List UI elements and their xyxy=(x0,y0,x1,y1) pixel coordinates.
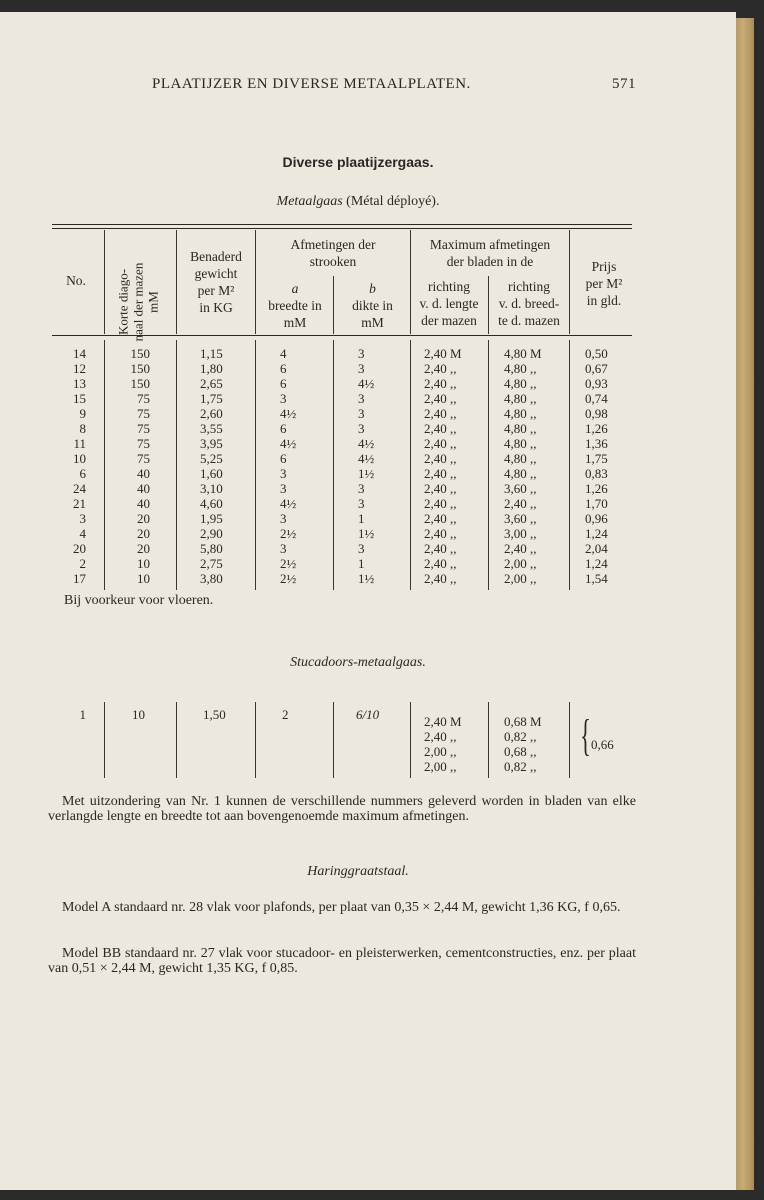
brace: { xyxy=(580,711,591,760)
header-line: Korte diago- xyxy=(115,268,131,336)
cell-a: 3 xyxy=(280,541,287,556)
cell-b: 3 xyxy=(358,346,365,361)
cell-lengte: 2,40 ,, xyxy=(424,511,457,526)
cell-lengte: 2,40 ,, xyxy=(424,376,457,391)
header-line: per M² xyxy=(197,283,235,298)
cell-gewicht: 1,95 xyxy=(200,511,223,526)
cell-a: 6 xyxy=(280,451,287,466)
cell-lengte: 2,40 ,, xyxy=(424,571,457,586)
cell-b: 3 xyxy=(358,481,365,496)
table-row xyxy=(0,346,736,361)
cell-korte: 75 xyxy=(137,451,150,466)
header-maximum xyxy=(410,236,570,270)
book-edge xyxy=(736,18,754,1190)
header-line: per M² xyxy=(585,276,623,291)
cell-korte: 40 xyxy=(137,481,150,496)
section-heading-haringgraat: Haringgraatstaal. xyxy=(307,864,409,879)
cell-no: 3 xyxy=(79,511,86,526)
cell-gewicht: 5,25 xyxy=(200,451,223,466)
cell-gewicht: 3,95 xyxy=(200,436,223,451)
cell-b: 6/10 xyxy=(356,707,380,722)
col-divider xyxy=(255,230,256,334)
cell-lengte: 2,40 ,, xyxy=(424,466,457,481)
cell-b: 3 xyxy=(358,421,365,436)
cell-prijs: 1,24 xyxy=(585,556,608,571)
cell-a: 2½ xyxy=(280,556,297,571)
cell-korte: 150 xyxy=(130,346,150,361)
header-line: Afmetingen der xyxy=(290,237,376,252)
cell-no: 20 xyxy=(73,541,86,556)
header-korte-diagonaal xyxy=(116,247,161,357)
cell-no: 6 xyxy=(79,466,86,481)
cell-b: 3 xyxy=(358,541,365,556)
header-line: dikte in xyxy=(352,298,393,313)
header-line: v. d. lengte xyxy=(419,296,479,311)
cell-b: 3 xyxy=(358,361,365,376)
cell-gewicht: 2,60 xyxy=(200,406,223,421)
cell-gewicht: 2,90 xyxy=(200,526,223,541)
cell-b: 1½ xyxy=(358,466,375,481)
stuc-subrow xyxy=(0,714,736,729)
cell-korte: 75 xyxy=(137,421,150,436)
cell-gewicht: 3,10 xyxy=(200,481,223,496)
header-line: richting xyxy=(508,279,550,294)
cell-gewicht: 1,50 xyxy=(203,707,226,722)
cell-prijs: 0,98 xyxy=(585,406,608,421)
cell-prijs: 0,74 xyxy=(585,391,608,406)
cell-no: 13 xyxy=(73,376,86,391)
cell-gewicht: 2,65 xyxy=(200,376,223,391)
cell-no: 24 xyxy=(73,481,86,496)
cell-no: 12 xyxy=(73,361,86,376)
table-row xyxy=(0,466,736,481)
cell-korte: 20 xyxy=(137,541,150,556)
header-line: naal der mazen xyxy=(130,262,146,342)
cell-korte: 150 xyxy=(130,361,150,376)
cell-breedte: 4,80 ,, xyxy=(504,391,537,406)
cell-a: 2½ xyxy=(280,571,297,586)
paragraph-model-a: Model A standaard nr. 28 vlak voor plafonds, per plaat van 0,35 × 2,44 M, gewicht 1,36 KG, f 0,65. xyxy=(62,900,621,915)
cell-prijs: 1,36 xyxy=(585,436,608,451)
table-row xyxy=(0,361,736,376)
cell-breedte: 4,80 ,, xyxy=(504,361,537,376)
header-line: breedte in xyxy=(268,298,322,313)
table-row xyxy=(0,481,736,496)
cell-korte: 20 xyxy=(137,526,150,541)
cell-breedte: 2,00 ,, xyxy=(504,556,537,571)
header-line: mM xyxy=(283,315,307,330)
cell-gewicht: 1,60 xyxy=(200,466,223,481)
cell-no: 2 xyxy=(79,556,86,571)
cell-prijs: 0,66 xyxy=(591,737,614,752)
cell-a: 6 xyxy=(280,361,287,376)
header-prijs xyxy=(573,258,635,309)
col-divider xyxy=(104,230,105,334)
header-line: te d. mazen xyxy=(498,313,560,328)
table-row xyxy=(0,571,736,586)
cell-a: 6 xyxy=(280,421,287,436)
cell-gewicht: 2,75 xyxy=(200,556,223,571)
cell-breedte: 2,40 ,, xyxy=(504,496,537,511)
cell-korte: 20 xyxy=(137,511,150,526)
table-row xyxy=(0,526,736,541)
cell-lengte: 2,40 ,, xyxy=(424,496,457,511)
header-max-breedte xyxy=(489,278,569,329)
cell-no: 8 xyxy=(79,421,86,436)
table-row xyxy=(0,511,736,526)
table-row xyxy=(0,376,736,391)
cell-breedte: 4,80 ,, xyxy=(504,436,537,451)
cell-lengte: 2,40 ,, xyxy=(424,526,457,541)
header-afm-a xyxy=(257,280,333,331)
cell-breedte: 4,80 ,, xyxy=(504,406,537,421)
table-row xyxy=(0,406,736,421)
cell-no: 17 xyxy=(73,571,86,586)
cell-gewicht: 1,75 xyxy=(200,391,223,406)
book-page xyxy=(0,12,736,1190)
header-line: gewicht xyxy=(194,266,238,281)
cell-b: 1½ xyxy=(358,526,375,541)
cell-lengte: 2,40 ,, xyxy=(424,451,457,466)
header-line: b xyxy=(369,281,376,296)
cell-breedte: 3,00 ,, xyxy=(504,526,537,541)
cell-b: 3 xyxy=(358,391,365,406)
cell-lengte: 2,00 ,, xyxy=(424,744,457,759)
cell-breedte: 3,60 ,, xyxy=(504,511,537,526)
section-heading-metaalgaas xyxy=(0,194,716,210)
cell-gewicht: 3,55 xyxy=(200,421,223,436)
cell-lengte: 2,00 ,, xyxy=(424,759,457,774)
cell-prijs: 0,67 xyxy=(585,361,608,376)
cell-gewicht: 4,60 xyxy=(200,496,223,511)
cell-no: 21 xyxy=(73,496,86,511)
cell-prijs: 2,04 xyxy=(585,541,608,556)
cell-gewicht: 3,80 xyxy=(200,571,223,586)
cell-prijs: 0,96 xyxy=(585,511,608,526)
cell-a: 3 xyxy=(280,466,287,481)
cell-a: 3 xyxy=(280,481,287,496)
cell-lengte: 2,40 ,, xyxy=(424,421,457,436)
cell-breedte: 4,80 ,, xyxy=(504,376,537,391)
cell-a: 3 xyxy=(280,511,287,526)
cell-lengte: 2,40 ,, xyxy=(424,391,457,406)
cell-breedte: 2,40 ,, xyxy=(504,541,537,556)
header-line: v. d. breed- xyxy=(498,296,560,311)
cell-korte: 40 xyxy=(137,466,150,481)
cell-lengte: 2,40 ,, xyxy=(424,481,457,496)
cell-korte: 10 xyxy=(137,556,150,571)
cell-b: 3 xyxy=(358,496,365,511)
cell-lengte: 2,40 ,, xyxy=(424,361,457,376)
cell-lengte: 2,40 ,, xyxy=(424,541,457,556)
cell-gewicht: 5,80 xyxy=(200,541,223,556)
cell-breedte: 3,60 ,, xyxy=(504,481,537,496)
cell-breedte: 0,68 M xyxy=(504,714,542,729)
header-line: der bladen in de xyxy=(446,254,534,269)
cell-b: 4½ xyxy=(358,376,375,391)
cell-a: 3 xyxy=(280,391,287,406)
cell-prijs: 1,24 xyxy=(585,526,608,541)
cell-a: 2½ xyxy=(280,526,297,541)
cell-korte: 10 xyxy=(137,571,150,586)
header-line: strooken xyxy=(309,254,357,269)
stuc-subrow xyxy=(0,759,736,774)
cell-a: 6 xyxy=(280,376,287,391)
cell-prijs: 1,26 xyxy=(585,481,608,496)
footnote-vloeren: Bij voorkeur voor vloeren. xyxy=(64,593,214,608)
cell-korte: 150 xyxy=(130,376,150,391)
cell-no: 9 xyxy=(79,406,86,421)
cell-korte: 75 xyxy=(137,391,150,406)
table-top-rule-thin xyxy=(52,228,632,229)
header-line: der mazen xyxy=(421,313,477,328)
cell-korte: 75 xyxy=(137,406,150,421)
cell-prijs: 0,83 xyxy=(585,466,608,481)
cell-korte: 40 xyxy=(137,496,150,511)
col-divider xyxy=(176,230,177,334)
cell-a: 4½ xyxy=(280,406,297,421)
stuc-prijs-row xyxy=(0,737,736,752)
cell-korte: 10 xyxy=(132,707,145,722)
cell-b: 4½ xyxy=(358,451,375,466)
cell-no: 11 xyxy=(73,436,86,451)
table-row xyxy=(0,436,736,451)
cell-prijs: 1,70 xyxy=(585,496,608,511)
cell-breedte: 4,80 M xyxy=(504,346,542,361)
cell-breedte: 4,80 ,, xyxy=(504,451,537,466)
page-title: Diverse plaatijzergaas. xyxy=(282,154,434,170)
table-top-rule xyxy=(52,224,632,225)
header-line: Prijs xyxy=(591,259,617,274)
section-suffix: (Métal déployé). xyxy=(342,194,440,209)
cell-lengte: 2,40 ,, xyxy=(424,406,457,421)
section-heading-stucadoors: Stucadoors-metaalgaas. xyxy=(290,655,426,670)
header-no: No. xyxy=(66,273,86,288)
table-row xyxy=(0,496,736,511)
cell-lengte: 2,40 ,, xyxy=(424,556,457,571)
header-line: mM xyxy=(361,315,384,330)
cell-prijs: 0,93 xyxy=(585,376,608,391)
cell-b: 1 xyxy=(358,511,365,526)
header-max-lengte xyxy=(410,278,488,329)
cell-gewicht: 1,80 xyxy=(200,361,223,376)
cell-prijs: 1,54 xyxy=(585,571,608,586)
cell-korte: 75 xyxy=(137,436,150,451)
cell-b: 4½ xyxy=(358,436,375,451)
cell-a: 4 xyxy=(280,346,287,361)
cell-no: 10 xyxy=(73,451,86,466)
cell-lengte: 2,40 M xyxy=(424,714,462,729)
header-line: mM xyxy=(145,291,161,313)
cell-lengte: 2,40 ,, xyxy=(424,729,457,744)
cell-no: 4 xyxy=(79,526,86,541)
page-number: 571 xyxy=(612,76,636,92)
cell-breedte: 4,80 ,, xyxy=(504,466,537,481)
header-line: Maximum afmetingen xyxy=(429,237,551,252)
cell-no: 14 xyxy=(73,346,86,361)
cell-prijs: 1,75 xyxy=(585,451,608,466)
cell-no: 15 xyxy=(73,391,86,406)
cell-breedte: 0,82 ,, xyxy=(504,759,537,774)
header-line: in gld. xyxy=(586,293,622,308)
cell-breedte: 4,80 ,, xyxy=(504,421,537,436)
running-title: PLAATIJZER EN DIVERSE METAALPLATEN. xyxy=(152,76,471,92)
header-gewicht xyxy=(178,248,254,316)
paragraph-model-bb: Model BB standaard nr. 27 vlak voor stucadoor- en pleisterwerken, cementconstructies, enz. per plaat van 0,51 × 2,44 M, gewicht 1,35 KG, f 0,85. xyxy=(48,946,636,976)
cell-no: 1 xyxy=(79,707,86,722)
cell-a: 4½ xyxy=(280,496,297,511)
cell-breedte: 2,00 ,, xyxy=(504,571,537,586)
cell-breedte: 0,82 ,, xyxy=(504,729,537,744)
header-line: in KG xyxy=(199,300,233,315)
header-afmetingen xyxy=(257,236,409,270)
table-row xyxy=(0,391,736,406)
header-line: a xyxy=(291,281,299,296)
header-line: richting xyxy=(428,279,470,294)
header-afm-b xyxy=(335,280,410,331)
cell-b: 3 xyxy=(358,406,365,421)
cell-breedte: 0,68 ,, xyxy=(504,744,537,759)
col-divider xyxy=(333,276,334,334)
cell-a: 2 xyxy=(282,707,289,722)
cell-lengte: 2,40 M xyxy=(424,346,462,361)
table-row xyxy=(0,451,736,466)
header-line: Benaderd xyxy=(190,249,242,264)
cell-prijs: 1,26 xyxy=(585,421,608,436)
table-row xyxy=(0,541,736,556)
paragraph-uitzondering: Met uitzondering van Nr. 1 kunnen de verschillende nummers geleverd worden in bladen van elke verlangde lengte en breedte tot aan bovengenoemde maximum afmetingen. xyxy=(48,794,636,824)
section-name: Metaalgaas xyxy=(276,194,343,209)
table-row xyxy=(0,556,736,571)
table-row xyxy=(0,421,736,436)
cell-b: 1½ xyxy=(358,571,375,586)
cell-a: 4½ xyxy=(280,436,297,451)
cell-prijs: 0,50 xyxy=(585,346,608,361)
cell-lengte: 2,40 ,, xyxy=(424,436,457,451)
cell-gewicht: 1,15 xyxy=(200,346,223,361)
cell-b: 1 xyxy=(358,556,365,571)
